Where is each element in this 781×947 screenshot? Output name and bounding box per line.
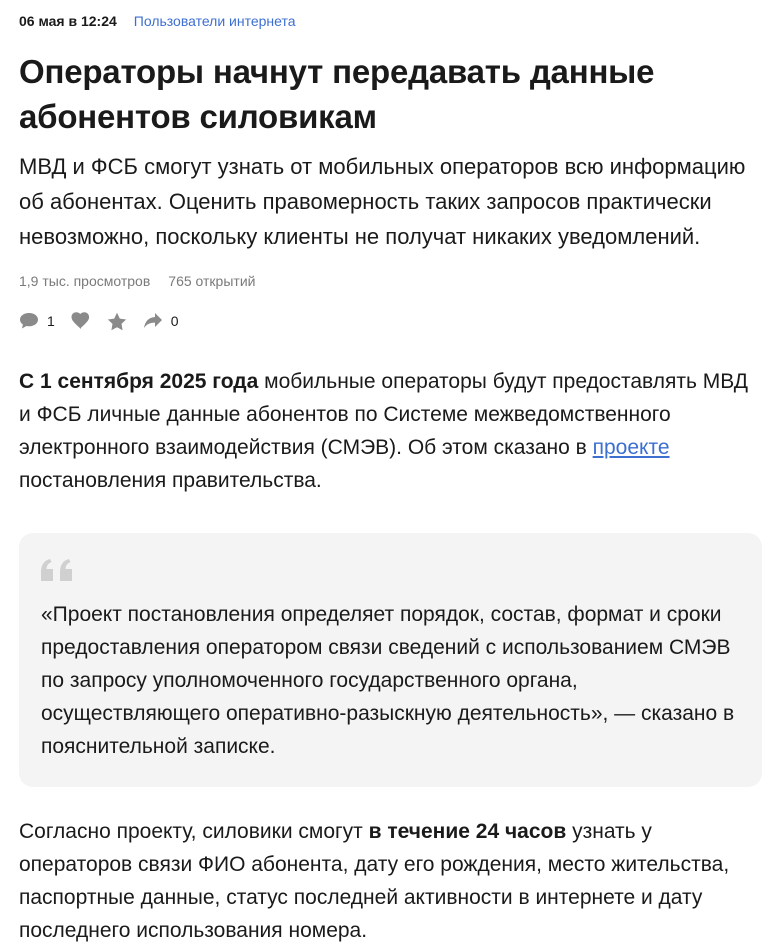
quote-block (19, 533, 762, 787)
opens-count: 765 открытий (168, 273, 256, 289)
publish-date: 06 мая в 12:24 (19, 13, 117, 29)
share-icon (143, 312, 163, 330)
like-button[interactable] (71, 312, 91, 330)
quote-icon (41, 559, 73, 581)
comments-count: 1 (47, 313, 55, 329)
star-icon (107, 312, 127, 331)
lead-line: невозможно, поскольку клиенты не получат никаких уведомлений. (19, 224, 701, 249)
comment-icon (19, 312, 39, 330)
article-paragraph (19, 815, 762, 947)
paragraph-text: постановления правительства. (19, 469, 322, 492)
paragraph-bold: С 1 сентября 2025 года (19, 370, 259, 393)
share-button[interactable] (143, 312, 179, 330)
article-stats (19, 273, 762, 289)
views-count: 1,9 тыс. просмотров (19, 273, 151, 289)
shares-count: 0 (170, 313, 179, 329)
comments-button[interactable] (19, 312, 55, 330)
article-lead (19, 149, 762, 254)
article-meta (19, 0, 762, 35)
title-line: абонентов силовикам (19, 98, 377, 135)
lead-line: об абонентах. Оценить правомерность таких запросов практически (19, 189, 712, 214)
article-title (19, 49, 762, 139)
favorite-button[interactable] (107, 312, 127, 331)
paragraph-bold: в течение 24 часов (368, 820, 567, 843)
article-actions (19, 309, 762, 333)
paragraph-text: узнать у операторов связи ФИО абонента, дату его рождения, место жительства, паспортные данные, статус последней активности в интернете и дату последнего использования номера. (19, 820, 730, 942)
rubric-link[interactable]: Пользователи интернета (133, 13, 296, 29)
paragraph-text: Согласно проекту, силовики смогут (19, 820, 369, 843)
quote-text: «Проект постановления определяет порядок, состав, формат и сроки предоставления оператором связи сведений с использованием СМЭВ по запросу уполномоченного государственного органа, осуществляющего оперативно-разыскную деятельность», — сказано в пояснительной записке. (41, 603, 735, 758)
project-link[interactable]: проекте (592, 436, 670, 459)
article-paragraph (19, 365, 762, 497)
lead-line: МВД и ФСБ смогут узнать от мобильных операторов всю информацию (19, 154, 746, 179)
heart-icon (71, 312, 91, 330)
paragraph-text: мобильные операторы будут предоставлять МВД и ФСБ личные данные абонентов по Системе межведомственного электронного взаимодействия (СМЭВ). Об этом сказано в (19, 370, 748, 459)
title-line: Операторы начнут передавать данные (19, 53, 655, 90)
